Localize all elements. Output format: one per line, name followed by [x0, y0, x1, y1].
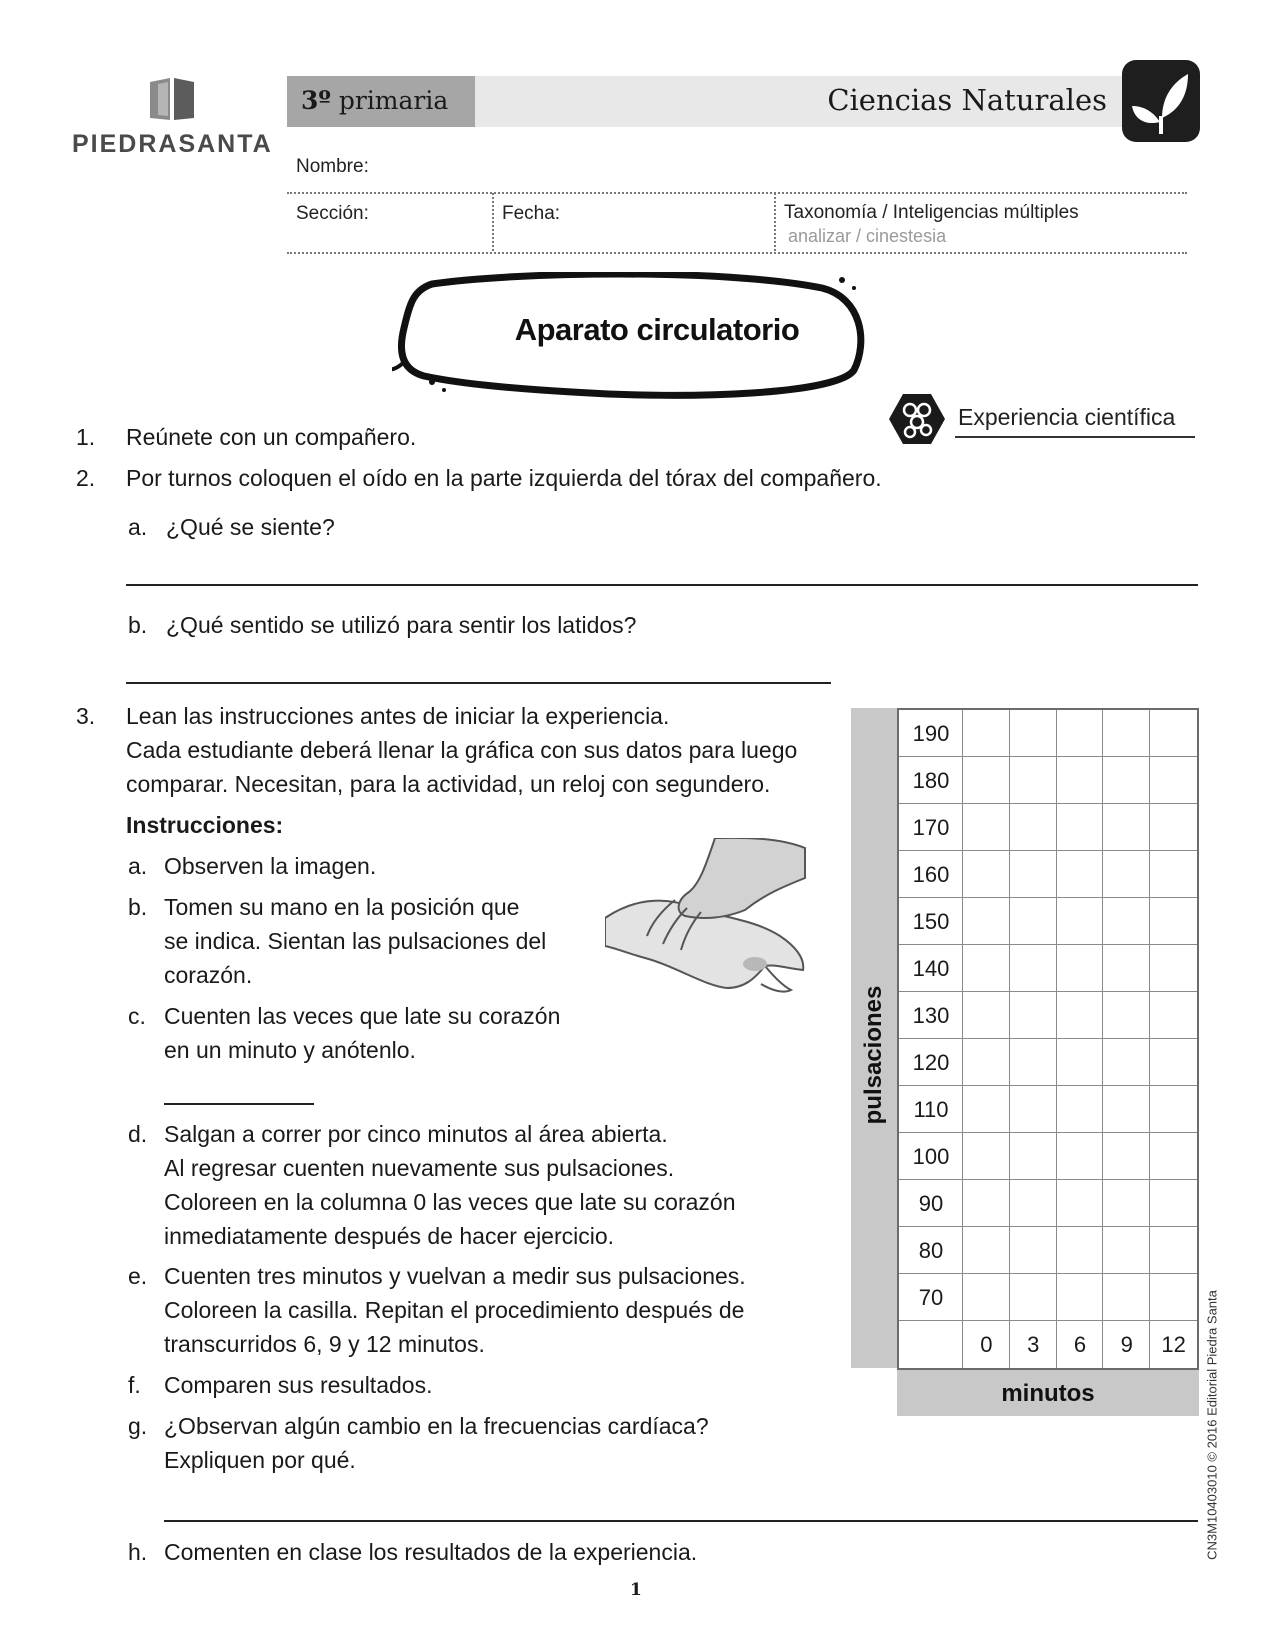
- chart-grid-cell[interactable]: [1057, 1180, 1104, 1227]
- chart-grid-cell: [899, 1321, 963, 1368]
- molecule-icon: [888, 392, 946, 446]
- instruction-text: Coloreen la casilla. Repitan el procedimiento después de: [164, 1297, 745, 1323]
- answer-line[interactable]: [164, 1520, 1198, 1522]
- instruction-text: corazón.: [164, 962, 253, 988]
- pulse-chart-grid: [897, 708, 1199, 1370]
- chart-grid-cell[interactable]: [1057, 945, 1104, 992]
- subitem-letter: g.: [128, 1413, 148, 1439]
- answer-line[interactable]: [126, 682, 831, 684]
- subitem-letter: d.: [128, 1121, 148, 1147]
- chart-grid-cell[interactable]: [963, 1133, 1010, 1180]
- instruction-text: inmediatamente después de hacer ejercicio.: [164, 1223, 615, 1249]
- y-tick-label: 90: [918, 1190, 944, 1216]
- y-tick-label: 120: [912, 1049, 950, 1075]
- experience-badge-label: Experiencia científica: [958, 404, 1176, 430]
- chart-grid-cell[interactable]: [1103, 710, 1150, 757]
- subitem-letter: f.: [128, 1372, 141, 1398]
- chart-grid-cell[interactable]: [1103, 1274, 1150, 1321]
- logo-text: PIEDRASANTA: [72, 130, 273, 158]
- chart-grid-cell[interactable]: [1103, 851, 1150, 898]
- chart-grid-cell[interactable]: [1057, 710, 1104, 757]
- chart-grid-cell[interactable]: [1150, 1133, 1197, 1180]
- instruction-text: Al regresar cuenten nuevamente sus pulsaciones.: [164, 1155, 675, 1181]
- chart-grid-cell[interactable]: [1150, 1039, 1197, 1086]
- subitem-letter: b.: [128, 612, 148, 638]
- y-tick-label: 110: [913, 1096, 949, 1122]
- chart-grid-cell[interactable]: [1103, 945, 1150, 992]
- copyright-text: CN3M10403010 © 2016 Editorial Piedra Santa: [1204, 1290, 1220, 1560]
- chart-grid-cell[interactable]: [1057, 1274, 1104, 1321]
- chart-grid-cell[interactable]: [1057, 757, 1104, 804]
- instruction-text: Cuenten tres minutos y vuelvan a medir sus pulsaciones.: [164, 1263, 746, 1289]
- chart-grid-cell[interactable]: [1103, 992, 1150, 1039]
- instruction-text: se indica. Sientan las pulsaciones del: [164, 928, 547, 954]
- y-tick-label: 100: [912, 1143, 950, 1169]
- instruction-text: Coloreen en la columna 0 las veces que late su corazón: [164, 1189, 736, 1215]
- subitem-letter: a.: [128, 514, 148, 540]
- x-tick-label: 6: [1073, 1331, 1087, 1357]
- chart-grid-cell[interactable]: [963, 1039, 1010, 1086]
- chart-grid-cell[interactable]: [1150, 804, 1197, 851]
- taxonomy-label: Taxonomía / Inteligencias múltiples: [784, 202, 1079, 223]
- subitem-letter: c.: [128, 1003, 146, 1029]
- chart-grid-cell[interactable]: [963, 804, 1010, 851]
- chart-grid-cell[interactable]: [1103, 757, 1150, 804]
- chart-grid-cell[interactable]: [963, 992, 1010, 1039]
- chart-grid-cell[interactable]: [1057, 1086, 1104, 1133]
- chart-grid-cell[interactable]: [1057, 1039, 1104, 1086]
- logo-book-icon: [146, 76, 198, 122]
- item-text: Cada estudiante deberá llenar la gráfica con sus datos para luego: [126, 737, 798, 763]
- subitem-letter: a.: [128, 853, 148, 879]
- chart-grid-cell[interactable]: [1103, 1180, 1150, 1227]
- item-number: 3.: [76, 703, 96, 729]
- grade-label: [287, 76, 475, 127]
- chart-grid-cell[interactable]: [1150, 710, 1197, 757]
- item-number: 1.: [76, 424, 96, 450]
- subject-title: Ciencias Naturales: [475, 76, 1123, 127]
- chart-grid-cell[interactable]: [1010, 757, 1057, 804]
- hand-pulse-illustration: [605, 838, 815, 1028]
- chart-grid-cell[interactable]: [1103, 804, 1150, 851]
- y-tick-label: 80: [918, 1237, 944, 1263]
- chart-grid-cell[interactable]: [1150, 898, 1197, 945]
- chart-grid-cell[interactable]: [963, 1086, 1010, 1133]
- instruction-text: transcurridos 6, 9 y 12 minutos.: [164, 1331, 485, 1357]
- date-label: Fecha:: [502, 203, 561, 224]
- item-text: comparar. Necesitan, para la actividad, un reloj con segundero.: [126, 771, 771, 797]
- leaf-icon: [1122, 60, 1200, 142]
- chart-grid-cell[interactable]: [1057, 851, 1104, 898]
- subitem-letter: h.: [128, 1539, 148, 1565]
- divider: [774, 193, 776, 251]
- y-tick-label: 140: [912, 955, 950, 981]
- x-tick-label: 0: [980, 1331, 993, 1357]
- chart-grid-cell[interactable]: [1057, 1227, 1104, 1274]
- instruction-text: Cuenten las veces que late su corazón: [164, 1003, 561, 1029]
- copyright-credit: [1200, 1280, 1224, 1570]
- instruction-text: Expliquen por qué.: [164, 1447, 356, 1473]
- chart-grid-cell[interactable]: [1057, 804, 1104, 851]
- y-tick-label: 170: [912, 814, 950, 840]
- instruction-text: Tomen su mano en la posición que: [164, 894, 520, 920]
- chart-grid-cell[interactable]: [1057, 1133, 1104, 1180]
- item-number: 2.: [76, 465, 96, 491]
- chart-grid-cell[interactable]: [1057, 992, 1104, 1039]
- chart-grid-cell[interactable]: [1150, 992, 1197, 1039]
- chart-grid-cell[interactable]: [963, 945, 1010, 992]
- chart-grid-cell[interactable]: [1010, 1039, 1057, 1086]
- y-tick-label: 160: [912, 861, 950, 887]
- x-tick-label: 9: [1120, 1331, 1133, 1357]
- chart-grid-cell[interactable]: [1010, 1227, 1057, 1274]
- section-label: Sección:: [296, 203, 369, 224]
- chart-grid-cell[interactable]: [1103, 1133, 1150, 1180]
- chart-grid-cell[interactable]: [1150, 1180, 1197, 1227]
- chart-grid-cell[interactable]: [1150, 1086, 1197, 1133]
- instruction-text: Comparen sus resultados.: [164, 1372, 433, 1398]
- chart-grid-cell[interactable]: [1010, 1274, 1057, 1321]
- chart-grid-cell[interactable]: [1010, 1086, 1057, 1133]
- y-axis-label-text: pulsaciones: [860, 985, 887, 1125]
- chart-x-axis-label: minutos: [1001, 1380, 1095, 1407]
- chart-grid-cell[interactable]: [1150, 757, 1197, 804]
- chart-grid-cell[interactable]: [1103, 1227, 1150, 1274]
- chart-grid-cell[interactable]: [963, 1227, 1010, 1274]
- chart-grid-cell[interactable]: [1010, 851, 1057, 898]
- divider: [287, 192, 1187, 194]
- y-tick-label: 180: [912, 767, 950, 793]
- y-tick-label: 130: [912, 1002, 950, 1028]
- item-text: Reúnete con un compañero.: [126, 424, 417, 450]
- y-tick-label: 70: [918, 1284, 944, 1310]
- page-title: Aparato circulatorio: [514, 312, 800, 347]
- chart-grid-cell[interactable]: [1010, 804, 1057, 851]
- taxonomy-sub: analizar / cinestesia: [788, 226, 947, 246]
- chart-grid-cell[interactable]: [1150, 1274, 1197, 1321]
- x-tick-label: 3: [1027, 1331, 1040, 1357]
- chart-grid-cell[interactable]: [1010, 945, 1057, 992]
- instruction-text: Comenten en clase los resultados de la experiencia.: [164, 1539, 698, 1565]
- chart-grid-cell[interactable]: [963, 1274, 1010, 1321]
- chart-grid-cell[interactable]: [1103, 898, 1150, 945]
- instruction-text: en un minuto y anótenlo.: [164, 1037, 416, 1063]
- chart-grid-cell[interactable]: [1010, 1133, 1057, 1180]
- chart-grid-cell[interactable]: [1150, 851, 1197, 898]
- divider: [955, 436, 1195, 438]
- chart-grid-cell[interactable]: [963, 1180, 1010, 1227]
- chart-grid-cell[interactable]: [963, 710, 1010, 757]
- instruction-text: ¿Observan algún cambio en la frecuencias cardíaca?: [164, 1413, 709, 1439]
- item-text: Lean las instrucciones antes de iniciar la experiencia.: [126, 703, 670, 729]
- grade-word: primaria: [338, 86, 449, 115]
- question-text: ¿Qué sentido se utilizó para sentir los latidos?: [166, 612, 637, 638]
- chart-grid-cell[interactable]: [963, 898, 1010, 945]
- chart-grid-cell[interactable]: [1150, 1227, 1197, 1274]
- subject-badge: [1122, 60, 1200, 142]
- y-tick-label: 150: [912, 908, 950, 934]
- item-text: Por turnos coloquen el oído en la parte izquierda del tórax del compañero.: [126, 465, 882, 491]
- y-tick-label: 190: [912, 720, 950, 746]
- chart-grid-cell[interactable]: [1150, 945, 1197, 992]
- chart-grid-cell[interactable]: [1057, 898, 1104, 945]
- x-tick-label: 12: [1161, 1331, 1186, 1357]
- question-text: ¿Qué se siente?: [166, 514, 335, 540]
- divider: [492, 193, 494, 251]
- grade-number: 3º: [301, 86, 331, 115]
- subitem-letter: e.: [128, 1263, 148, 1289]
- page-number: 1: [630, 1580, 642, 1600]
- chart-y-axis-label: [856, 985, 892, 1125]
- chart-grid-cell[interactable]: [1103, 1086, 1150, 1133]
- divider: [287, 252, 1187, 254]
- instruction-text: Observen la imagen.: [164, 853, 377, 879]
- chart-grid-cell[interactable]: [963, 851, 1010, 898]
- answer-line[interactable]: [126, 584, 1198, 586]
- answer-line[interactable]: [164, 1103, 314, 1105]
- instructions-heading: Instrucciones:: [126, 812, 284, 838]
- chart-grid-cell[interactable]: [1010, 1180, 1057, 1227]
- chart-grid-cell[interactable]: [1103, 1039, 1150, 1086]
- chart-grid-cell[interactable]: [963, 757, 1010, 804]
- subitem-letter: b.: [128, 894, 148, 920]
- chart-grid-cell[interactable]: [1010, 992, 1057, 1039]
- chart-grid-cell[interactable]: [1010, 898, 1057, 945]
- chart-grid-cell[interactable]: [1010, 710, 1057, 757]
- instruction-text: Salgan a correr por cinco minutos al área abierta.: [164, 1121, 668, 1147]
- name-label: Nombre:: [296, 156, 369, 177]
